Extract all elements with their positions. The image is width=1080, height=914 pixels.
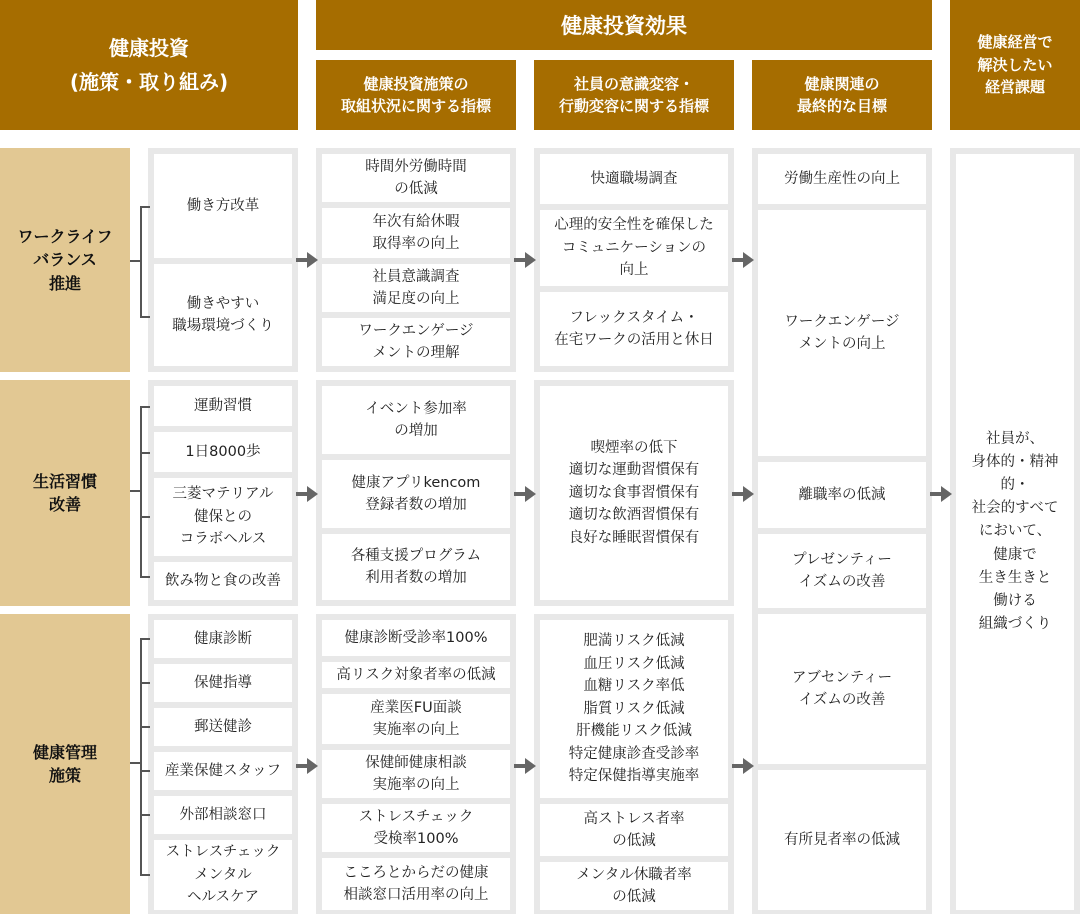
behavior-item: 喫煙率の低下 適切な運動習慣保有 適切な食事習慣保有 適切な飲酒習慣保有 良好な睡眠習慣保有 (540, 386, 728, 600)
goal-item: アブセンティー イズムの改善 (758, 614, 926, 764)
header-effects: 健康投資効果 (316, 0, 932, 50)
bracket-tick (140, 726, 150, 728)
arrow-right-icon (296, 758, 318, 774)
bracket-stub-1 (130, 260, 140, 262)
indicator-item: 高リスク対象者率の低減 (322, 662, 510, 688)
bracket-tick (140, 770, 150, 772)
header-sub-goals: 健康関連の 最終的な目標 (752, 60, 932, 130)
measure-item: 保健指導 (154, 664, 292, 702)
issue-item: 社員が、 身体的・精神的・ 社会的すべて において、 健康で 生き生きと 働ける 組織づくり (956, 154, 1074, 910)
indicator-item: イベント参加率 の増加 (322, 386, 510, 454)
bracket-vertical-2 (140, 406, 142, 578)
arrow-right-icon (514, 252, 536, 268)
goal-item: 離職率の低減 (758, 462, 926, 528)
goal-item: 有所見者率の低減 (758, 770, 926, 910)
indicator-item: 健康アプリkencom 登録者数の増加 (322, 460, 510, 528)
arrow-right-icon (732, 758, 754, 774)
category-worklife: ワークライフ バランス 推進 (0, 148, 130, 372)
measure-item: 郵送健診 (154, 708, 292, 746)
behavior-item: 肥満リスク低減 血圧リスク低減 血糖リスク率低 脂質リスク低減 肝機能リスク低減 特定健康診査受診率 特定保健指導実施率 (540, 620, 728, 798)
header-issues: 健康経営で 解決したい 経営課題 (950, 0, 1080, 130)
indicator-item: 健康診断受診率100% (322, 620, 510, 656)
arrow-right-icon (514, 486, 536, 502)
behavior-item: 心理的安全性を確保した コミュニケーションの 向上 (540, 210, 728, 286)
bracket-stub-2 (130, 490, 140, 492)
bracket-tick (140, 638, 150, 640)
goal-item: 労働生産性の向上 (758, 154, 926, 204)
arrow-right-icon (930, 486, 952, 502)
indicator-item: ストレスチェック 受検率100% (322, 804, 510, 852)
behavior-item: 高ストレス者率 の低減 (540, 804, 728, 856)
goal-item: プレゼンティー イズムの改善 (758, 534, 926, 608)
measure-item: 働きやすい 職場環境づくり (154, 264, 292, 366)
bracket-tick (140, 576, 150, 578)
bracket-vertical-1 (140, 206, 142, 318)
bracket-tick (140, 814, 150, 816)
bracket-tick (140, 316, 150, 318)
bracket-tick (140, 682, 150, 684)
behavior-item: 快適職場調査 (540, 154, 728, 204)
indicator-item: 年次有給休暇 取得率の向上 (322, 208, 510, 258)
indicator-item: 時間外労働時間 の低減 (322, 154, 510, 202)
indicator-item: 社員意識調査 満足度の向上 (322, 264, 510, 312)
indicator-item: 産業医FU面談 実施率の向上 (322, 694, 510, 744)
measure-item: 運動習慣 (154, 386, 292, 426)
measure-item: ストレスチェック メンタル ヘルスケア (154, 840, 292, 910)
bracket-tick (140, 406, 150, 408)
bracket-tick (140, 874, 150, 876)
category-health-management: 健康管理 施策 (0, 614, 130, 914)
arrow-right-icon (732, 486, 754, 502)
bracket-tick (140, 452, 150, 454)
header-sub-indicators: 健康投資施策の 取組状況に関する指標 (316, 60, 516, 130)
measure-item: 働き方改革 (154, 154, 292, 258)
header-sub-behaviors: 社員の意識変容・ 行動変容に関する指標 (534, 60, 734, 130)
indicator-item: 各種支援プログラム 利用者数の増加 (322, 534, 510, 600)
measure-item: 産業保健スタッフ (154, 752, 292, 790)
measure-item: 三菱マテリアル 健保との コラボヘルス (154, 478, 292, 556)
bracket-stub-3 (130, 762, 140, 764)
measure-item: 健康診断 (154, 620, 292, 658)
bracket-tick (140, 516, 150, 518)
measure-item: 1日8000歩 (154, 432, 292, 472)
measure-item: 外部相談窓口 (154, 796, 292, 834)
header-investment: 健康投資 (施策・取り組み) (0, 0, 298, 130)
goal-item: ワークエンゲージ メントの向上 (758, 210, 926, 456)
arrow-right-icon (296, 252, 318, 268)
behavior-item: フレックスタイム・ 在宅ワークの活用と休日 (540, 292, 728, 366)
indicator-item: 保健師健康相談 実施率の向上 (322, 750, 510, 798)
indicator-item: こころとからだの健康 相談窓口活用率の向上 (322, 858, 510, 910)
category-lifestyle: 生活習慣 改善 (0, 380, 130, 606)
bracket-tick (140, 206, 150, 208)
arrow-right-icon (296, 486, 318, 502)
bracket-vertical-3 (140, 638, 142, 876)
indicator-item: ワークエンゲージ メントの理解 (322, 318, 510, 366)
arrow-right-icon (732, 252, 754, 268)
arrow-right-icon (514, 758, 536, 774)
behavior-item: メンタル休職者率 の低減 (540, 862, 728, 910)
measure-item: 飲み物と食の改善 (154, 562, 292, 600)
